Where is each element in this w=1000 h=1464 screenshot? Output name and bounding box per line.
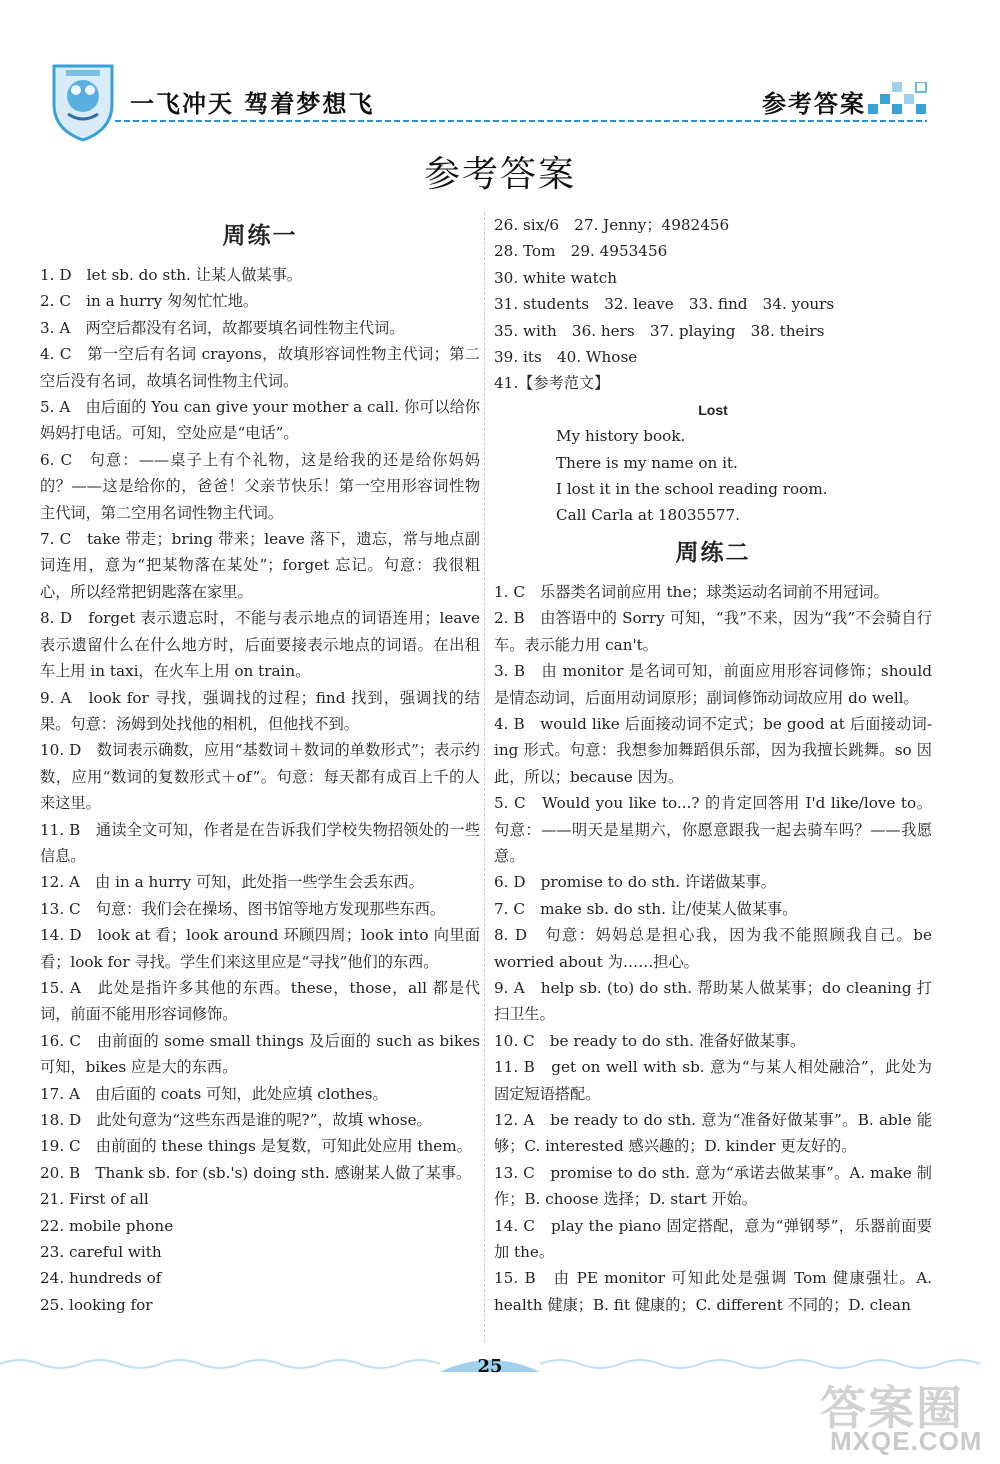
answer-item: 31. students 32. leave 33. find 34. yours [494, 295, 835, 314]
week-two-answers [494, 579, 932, 1318]
week-one-answers-continued [494, 212, 932, 397]
answer-item: 39. its 40. Whose [494, 348, 638, 367]
header-divider [115, 118, 927, 124]
answer-item: 16. C 由前面的 some small things 及后面的 such as bikes 可知，bikes 应是大的东西。 [40, 1031, 480, 1077]
answer-item: 6. C 句意：——桌子上有个礼物，这是给我的还是给你妈妈的？——这是给你的，爸爸！父亲节快乐！第一空用形容词性物主代词，第二空用名词性物主代词。 [40, 450, 480, 522]
answer-item: 3. B 由 monitor 是名词可知，前面应用形容词修饰；should 是情态动词，后面用动词原形；副词修饰动词故应用 do well。 [494, 662, 932, 707]
answer-item: 7. C take 带走；bring 带来；leave 落下，遗忘，常与地点副词连用，意为“把某物落在某处”；forget 忘记。句意：我很粗心，所以经常把钥匙落在家里。 [40, 530, 480, 601]
answer-item: 3. A 两空后都没有名词，故都要填名词性物主代词。 [40, 318, 405, 337]
left-column [40, 212, 480, 1318]
answer-item: 4. B would like 后面接动词不定式；be good at 后面接动词-ing 形式。句意：我想参加舞蹈俱乐部，因为我擅长跳舞。so 因此，所以；because 因为。 [494, 714, 932, 786]
essay-line: I lost it in the school reading room. [556, 480, 828, 499]
watermark-logo: 答案圈 [820, 1381, 964, 1435]
week-one-answers [40, 262, 480, 1318]
header-slogan: 一飞冲天 驾着梦想飞 [130, 89, 375, 118]
answer-item: 26. six/6 27. Jenny；4982456 [494, 216, 730, 234]
answer-item: 12. A be ready to do sth. 意为“准备好做某事”。B. able 能够；C. interested 感兴趣的；D. kinder 更友好的。 [494, 1111, 932, 1156]
page-number: 25 [477, 1356, 503, 1377]
column-divider [484, 212, 485, 1342]
answer-item: 41.【参考范文】 [494, 374, 610, 393]
week-one-title: 周练一 [222, 223, 298, 249]
answer-item: 2. B 由答语中的 Sorry 可知，“我”不来，因为“我”不会骑自行车。表示能力用 can't。 [494, 609, 932, 654]
answer-item: 10. D 数词表示确数，应用“基数词＋数词的单数形式”；表示约数，应用“数词的复数形式＋of”。句意：每天都有成百上千的人来这里。 [40, 741, 480, 813]
answer-item: 9. A look for 寻找，强调找的过程；find 找到，强调找的结果。句意：汤姆到处找他的相机，但他找不到。 [40, 688, 480, 733]
answer-item: 11. B get on well with sb. 意为“与某人相处融洽”，此处为固定短语搭配。 [494, 1058, 932, 1103]
answer-item: 21. First of all [40, 1190, 149, 1209]
page-title: 参考答案 [423, 154, 576, 195]
answer-item: 1. C 乐器类名词前应用 the；球类运动名词前不用冠词。 [494, 582, 889, 601]
answer-item: 14. D look at 看；look around 环顾四周；look into 向里面看；look for 寻找。学生们来这里应是“寻找”他们的东西。 [40, 926, 480, 971]
answer-item: 10. C be ready to do sth. 准备好做某事。 [494, 1031, 806, 1050]
answer-item: 8. D 句意：妈妈总是担心我，因为我不能照顾我自己。be worried about 为……担心。 [494, 926, 932, 971]
answer-item: 23. careful with [40, 1243, 162, 1262]
right-column [494, 212, 932, 1318]
essay-line: There is my name on it. [556, 453, 738, 472]
answer-item: 15. A 此处是指许多其他的东西。these，those，all 都是代词，前面不能用形容词修饰。 [40, 978, 480, 1024]
answer-item: 14. C play the piano 固定搭配，意为“弹钢琴”，乐器前面要加 the。 [494, 1216, 932, 1262]
answer-item: 20. B Thank sb. for (sb.'s) doing sth. 感谢某人做了某事。 [40, 1163, 472, 1182]
watermark [810, 1372, 990, 1460]
answer-item: 8. D forget 表示遗忘时，不能与表示地点的词语连用；leave 表示遗留什么在什么地方时，后面要接表示地点的词语。在出租车上用 in taxi，在火车上用 on train。 [40, 609, 480, 681]
answer-item: 12. A 由 in a hurry 可知，此处指一些学生会丢东西。 [40, 873, 424, 892]
answer-item: 11. B 通读全文可知，作者是在告诉我们学校失物招领处的一些信息。 [40, 820, 480, 865]
answer-item: 5. C Would you like to...? 的肯定回答用 I'd like/love to。句意：——明天是星期六，你愿意跟我一起去骑车吗？——我愿意。 [494, 794, 932, 865]
answer-item: 13. C promise to do sth. 意为“承诺去做某事”。A. make 制作；B. choose 选择；D. start 开始。 [494, 1163, 932, 1209]
week-two-title: 周练二 [675, 539, 751, 566]
answer-item: 15. B 由 PE monitor 可知此处是强调 Tom 健康强壮。A. health 健康；B. fit 健康的；C. different 不同的；D. clean [494, 1269, 932, 1314]
answer-item: 28. Tom 29. 4953456 [494, 242, 668, 261]
answer-item: 30. white watch [494, 268, 617, 287]
answer-item: 1. D let sb. do sth. 让某人做某事。 [40, 266, 302, 284]
school-emblem-icon [48, 60, 118, 142]
answer-item: 24. hundreds of [40, 1269, 162, 1288]
essay-body [494, 423, 932, 529]
answer-item: 5. A 由后面的 You can give your mother a call. 你可以给你妈妈打电话。可知，空处应是“电话”。 [40, 398, 480, 443]
answer-item: 2. C in a hurry 匆匆忙忙地。 [40, 292, 259, 311]
page-header [0, 0, 1000, 130]
answer-item: 4. C 第一空后有名词 crayons，故填形容词性物主代词；第二空后没有名词，故填名词性物主代词。 [40, 345, 480, 390]
answer-item: 25. looking for [40, 1295, 153, 1314]
essay-title: Lost [698, 401, 728, 418]
answer-item: 6. D promise to do sth. 许诺做某事。 [494, 873, 776, 892]
essay-line: Call Carla at 18035577. [556, 506, 741, 525]
answer-item: 19. C 由前面的 these things 是复数，可知此处应用 them。 [40, 1137, 472, 1156]
checker-decoration-icon [868, 82, 928, 116]
header-section-tag: 参考答案 [762, 89, 866, 118]
answer-item: 17. A 由后面的 coats 可知，此处应填 clothes。 [40, 1084, 388, 1103]
answer-item: 13. C 句意：我们会在操场、图书馆等地方发现那些东西。 [40, 899, 446, 918]
answer-item: 18. D 此处句意为“这些东西是谁的呢?”，故填 whose。 [40, 1111, 432, 1129]
answer-item: 22. mobile phone [40, 1216, 174, 1235]
answer-item: 9. A help sb. (to) do sth. 帮助某人做某事；do cleaning 打扫卫生。 [494, 978, 932, 1024]
watermark-site: MXQE.COM [830, 1426, 983, 1456]
answer-item: 35. with 36. hers 37. playing 38. theirs [494, 321, 825, 340]
answer-item: 7. C make sb. do sth. 让/使某人做某事。 [494, 899, 798, 918]
essay-line: My history book. [556, 427, 686, 446]
